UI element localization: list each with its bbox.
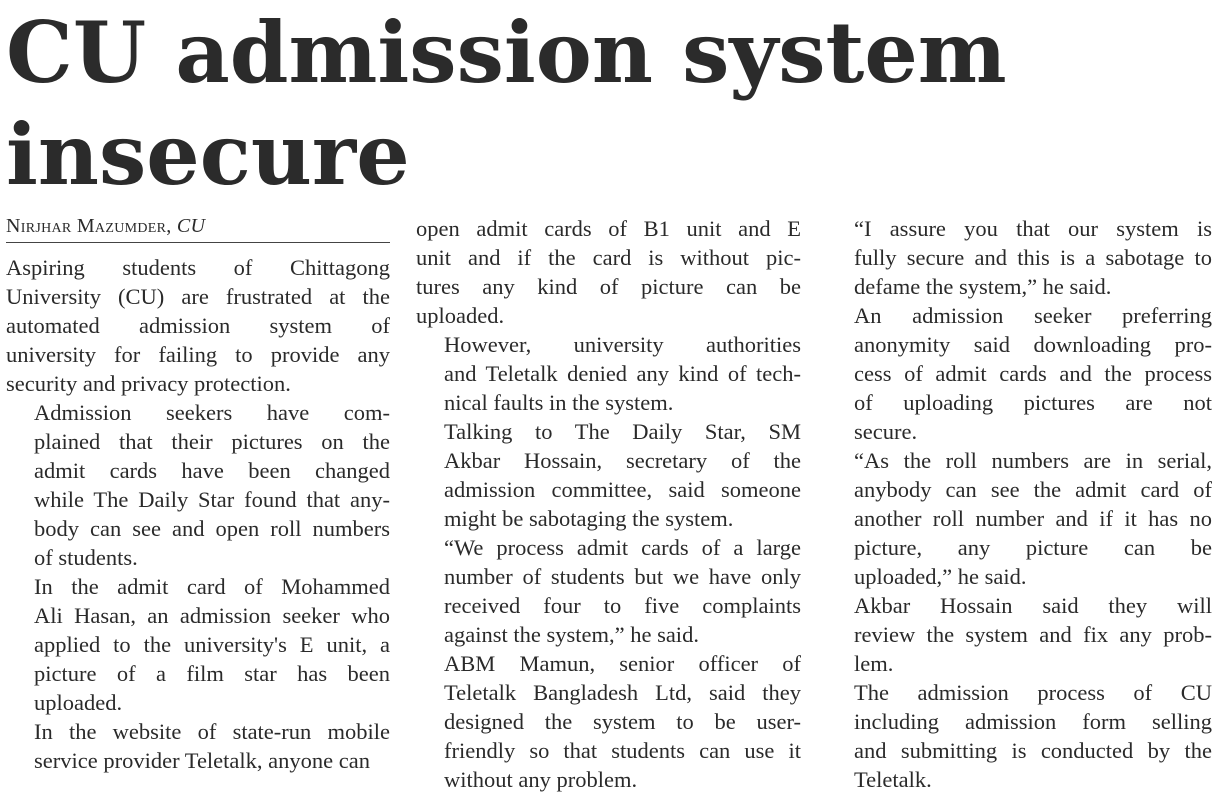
- text-line: and submitting is conducted by the: [854, 738, 1212, 763]
- text-line: Akbar Hossain, secretary of the: [444, 448, 801, 473]
- text-line: “I assure you that our system is: [854, 216, 1212, 241]
- text-line: ABM Mamun, senior officer of: [444, 651, 801, 676]
- column-body: [416, 214, 801, 794]
- text-line: applied to the university's E unit, a: [34, 632, 390, 657]
- text-line: In the admit card of Mohammed: [34, 574, 390, 599]
- paragraph: [6, 253, 390, 398]
- article-column-2: [416, 214, 801, 794]
- text-line: plained that their pictures on the: [34, 429, 390, 454]
- paragraph: [826, 591, 1212, 678]
- text-line: tures any kind of picture can be: [416, 274, 801, 299]
- byline-author: Nirjhar Mazumder,: [6, 215, 172, 237]
- text-line: lem.: [854, 651, 894, 676]
- text-line: The admission process of CU: [854, 680, 1212, 705]
- text-line: However, university authorities: [444, 332, 801, 357]
- text-line: friendly so that students can use it: [444, 738, 801, 763]
- byline-location: CU: [176, 215, 206, 237]
- text-line: of students.: [34, 545, 138, 570]
- text-line: uploaded.: [416, 303, 505, 328]
- text-line: Aspiring students of Chittagong: [6, 255, 390, 280]
- text-line: another roll number and if it has no: [854, 506, 1212, 531]
- article-column-1: [6, 214, 390, 775]
- text-line: designed the system to be user-: [444, 709, 801, 734]
- text-line: uploaded,” he said.: [854, 564, 1027, 589]
- text-line: defame the system,” he said.: [854, 274, 1112, 299]
- text-line: and Teletalk denied any kind of tech-: [444, 361, 801, 386]
- text-line: received four to five complaints: [444, 593, 801, 618]
- article-column-3: [826, 214, 1212, 794]
- text-line: number of students but we have only: [444, 564, 801, 589]
- text-line: automated admission system of: [6, 313, 390, 338]
- text-line: while The Daily Star found that any-: [34, 487, 390, 512]
- text-line: service provider Teletalk, anyone can: [34, 748, 370, 773]
- paragraph: [826, 678, 1212, 794]
- paragraph: [826, 214, 1212, 301]
- text-line: Teletalk Bangladesh Ltd, said they: [444, 680, 801, 705]
- text-line: Admission seekers have com-: [34, 400, 390, 425]
- text-line: cess of admit cards and the process: [854, 361, 1212, 386]
- paragraph: [416, 330, 801, 417]
- text-line: fully secure and this is a sabotage to: [854, 245, 1212, 270]
- text-line: secure.: [854, 419, 918, 444]
- paragraph: [6, 398, 390, 572]
- text-line: uploaded.: [34, 690, 123, 715]
- column-body: [826, 214, 1212, 794]
- text-line: university for failing to provide any: [6, 342, 390, 367]
- text-line: Teletalk.: [854, 767, 932, 792]
- text-line: “As the roll numbers are in serial,: [854, 448, 1212, 473]
- paragraph: [416, 214, 801, 330]
- text-line: security and privacy protection.: [6, 371, 291, 396]
- text-line: admission committee, said someone: [444, 477, 801, 502]
- paragraph: [416, 649, 801, 794]
- text-line: picture, any picture can be: [854, 535, 1212, 560]
- text-line: “We process admit cards of a large: [444, 535, 801, 560]
- text-line: anonymity said downloading pro-: [854, 332, 1212, 357]
- paragraph: [416, 533, 801, 649]
- text-line: Akbar Hossain said they will: [854, 593, 1212, 618]
- text-line: nical faults in the system.: [444, 390, 674, 415]
- text-line: An admission seeker preferring: [854, 303, 1212, 328]
- text-line: might be sabotaging the system.: [444, 506, 734, 531]
- headline-line-1: CU admission system: [6, 3, 1007, 102]
- text-line: including admission form selling: [854, 709, 1212, 734]
- text-line: Ali Hasan, an admission seeker who: [34, 603, 390, 628]
- text-line: Talking to The Daily Star, SM: [444, 419, 801, 444]
- text-line: anybody can see the admit card of: [854, 477, 1212, 502]
- text-line: University (CU) are frustrated at the: [6, 284, 390, 309]
- text-line: In the website of state-run mobile: [34, 719, 390, 744]
- byline: [6, 214, 390, 243]
- paragraph: [6, 572, 390, 717]
- text-line: without any problem.: [444, 767, 638, 792]
- column-body: [6, 253, 390, 775]
- text-line: picture of a film star has been: [34, 661, 390, 686]
- paragraph: [826, 446, 1212, 591]
- text-line: of uploading pictures are not: [854, 390, 1212, 415]
- text-line: against the system,” he said.: [444, 622, 699, 647]
- text-line: review the system and fix any prob-: [854, 622, 1212, 647]
- text-line: unit and if the card is without pic-: [416, 245, 801, 270]
- paragraph: [6, 717, 390, 775]
- paragraph: [416, 417, 801, 533]
- headline: [6, 2, 1206, 206]
- text-line: admit cards have been changed: [34, 458, 390, 483]
- text-line: open admit cards of B1 unit and E: [416, 216, 801, 241]
- headline-line-2: insecure: [6, 105, 410, 204]
- text-line: body can see and open roll numbers: [34, 516, 390, 541]
- paragraph: [826, 301, 1212, 446]
